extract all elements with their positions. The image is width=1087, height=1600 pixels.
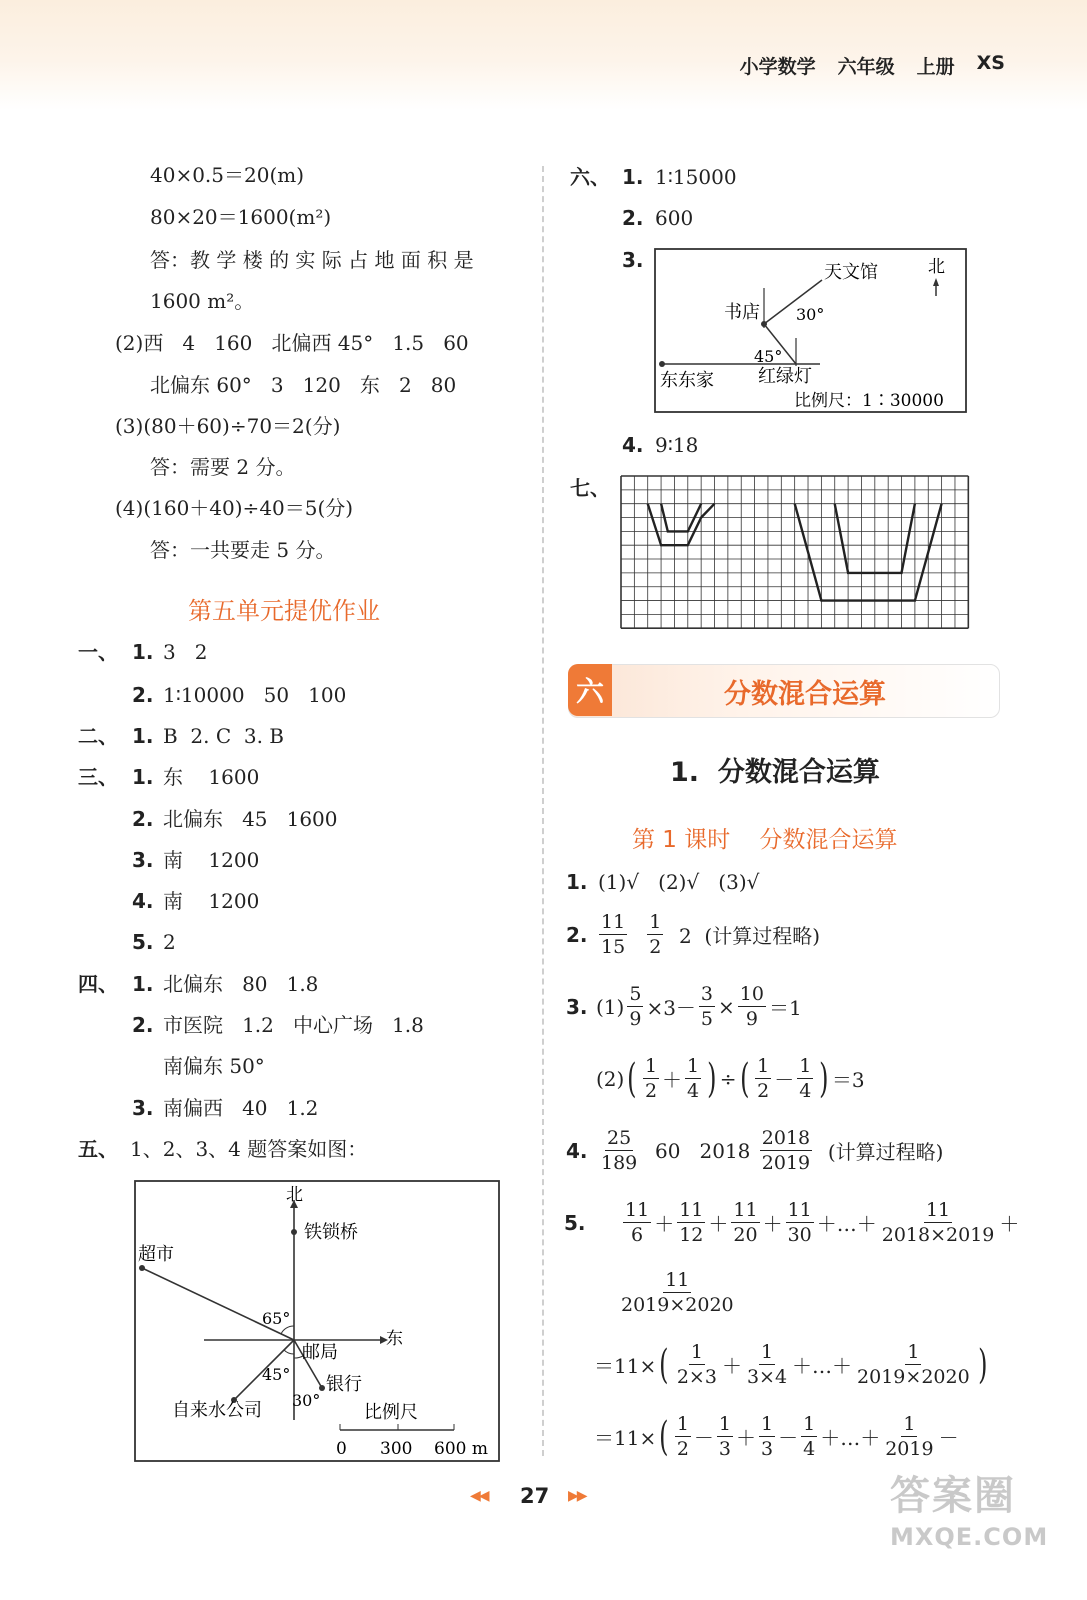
paren: ): [819, 1055, 829, 1102]
denominator: 2×3: [676, 1366, 717, 1388]
q5-row3: [594, 1340, 990, 1389]
answer-line: (2)西 4 160 北偏西 45° 1.5 60: [115, 331, 469, 355]
header-volume: 上册: [916, 56, 955, 78]
column-divider: [542, 166, 544, 1456]
paren: ): [707, 1055, 717, 1102]
q-num: 2.: [132, 1013, 154, 1037]
operator: ×3－: [646, 996, 696, 1020]
q-answer: (计算过程略): [815, 1140, 944, 1164]
fraction: [675, 1412, 691, 1461]
denominator: 12: [679, 1224, 704, 1246]
operator: ＋: [662, 1068, 683, 1092]
q-num: 1.: [132, 640, 154, 664]
denominator: 2019×2020: [621, 1294, 734, 1316]
denominator: 4: [799, 1080, 812, 1102]
bank-label: 银行: [326, 1374, 362, 1395]
north-label: 北: [928, 257, 945, 277]
denominator: 15: [601, 936, 626, 958]
fraction: [647, 910, 663, 959]
paren: (: [659, 1341, 669, 1388]
numerator: 1: [761, 1413, 774, 1435]
q-num: 3.: [132, 848, 154, 872]
fraction: [731, 1198, 759, 1247]
watermark: [890, 1470, 1080, 1590]
denominator: 189: [601, 1152, 638, 1174]
fraction: [717, 1412, 733, 1461]
q-num: 3.: [622, 248, 644, 272]
calc-line: 80×20＝1600(m²): [150, 205, 332, 229]
watermark-url: MXQE.COM: [890, 1523, 1049, 1551]
numerator: 25: [607, 1127, 632, 1149]
supermarket-label: 超市: [138, 1244, 174, 1265]
q-answer: 北偏东 45 1600: [163, 807, 338, 831]
header-subject: 小学数学: [739, 56, 816, 78]
section-label: 二、: [78, 724, 118, 748]
operator: －: [938, 1426, 959, 1450]
observatory-label: 天文馆: [824, 262, 878, 283]
angle-label: 45°: [262, 1365, 291, 1384]
denominator: 20: [733, 1224, 758, 1246]
denominator: 2: [649, 936, 662, 958]
denominator: 3: [718, 1438, 732, 1460]
fraction: [797, 1054, 813, 1103]
q-num: 1.: [132, 765, 154, 789]
fraction: [599, 1126, 639, 1175]
operator: ×: [718, 994, 735, 1019]
q-answer: 2: [163, 930, 176, 954]
lesson-title: 1. 分数混合运算: [670, 757, 880, 788]
numerator: 11: [925, 1199, 951, 1221]
denominator: 3×4: [746, 1366, 788, 1388]
section-label: 一、: [78, 640, 118, 664]
watermark-logo: 答案圈: [890, 1473, 1016, 1519]
q-num: 1.: [132, 972, 154, 996]
home-point: [659, 361, 665, 367]
numerator: 11: [601, 911, 626, 933]
denominator: 2019: [761, 1152, 811, 1174]
operator: ＋…＋: [816, 1212, 877, 1236]
q-num: 2.: [622, 206, 644, 230]
q-num: 3.: [566, 994, 588, 1019]
numerator: 1: [760, 1341, 774, 1363]
numerator: 1: [757, 1055, 770, 1077]
denominator: 2018×2019: [881, 1224, 995, 1246]
numerator: 3: [700, 983, 714, 1005]
light-label: 红绿灯: [758, 366, 812, 387]
fraction: [685, 1054, 701, 1103]
fraction: [745, 1340, 789, 1389]
sub-label: (2): [596, 1066, 625, 1091]
operator: ＋: [708, 1212, 729, 1236]
q3-row2: [596, 1054, 865, 1103]
q3-row: [566, 982, 802, 1031]
q-num: 1.: [622, 165, 644, 189]
denominator: 9: [629, 1008, 642, 1030]
denominator: 2019×2020: [857, 1366, 970, 1388]
operator: ＋: [762, 1212, 783, 1236]
q4-row: [566, 1126, 943, 1175]
fraction: [599, 910, 627, 959]
numerator: 1: [903, 1413, 916, 1435]
paren: (: [739, 1055, 750, 1102]
answer-line: 1600 m²。: [150, 289, 255, 313]
q5-row1: [564, 1198, 1019, 1247]
q5-row2: [616, 1268, 739, 1317]
q-answer: 60 2018: [642, 1138, 757, 1163]
calc-line: 40×0.5＝20(m): [150, 163, 305, 187]
numerator: 11: [787, 1199, 812, 1221]
operator: ÷: [719, 1066, 737, 1091]
operator: －: [693, 1426, 714, 1450]
large-shape: [795, 504, 942, 601]
q-answer: 2 (计算过程略): [666, 924, 821, 948]
paren: ): [977, 1341, 988, 1388]
fraction: [760, 1126, 812, 1175]
seven-label: 七、: [570, 476, 610, 500]
numerator: 1: [649, 911, 662, 933]
numerator: 5: [629, 983, 642, 1005]
fraction: [855, 1340, 972, 1389]
numerator: 1: [907, 1341, 920, 1363]
fraction: [623, 1198, 651, 1247]
denominator: 4: [687, 1080, 700, 1102]
q-answer: 1、2、3、4 题答案如图：: [130, 1137, 368, 1161]
fraction: [677, 1198, 705, 1247]
q-answer: 1∶10000 50 100: [163, 683, 347, 707]
supermarket-line: [142, 1268, 294, 1340]
bridge-label: 铁锁桥: [304, 1222, 358, 1243]
bookstore-label: 书店: [724, 302, 760, 323]
denominator: 5: [700, 1008, 714, 1030]
denominator: 6: [631, 1224, 644, 1246]
numerator: 1: [803, 1413, 816, 1435]
operator: ＋…＋: [820, 1426, 881, 1450]
north-arrow-icon: [933, 278, 939, 286]
numerator: 11: [679, 1199, 704, 1221]
numerator: 11: [625, 1199, 650, 1221]
direction-map: [134, 1180, 500, 1462]
header-edition: XS: [976, 52, 1005, 74]
operator: ＝3: [831, 1068, 865, 1092]
q5-row4: [594, 1412, 959, 1461]
denominator: 9: [745, 1008, 758, 1030]
q-answer: 市医院 1.2 中心广场 1.8: [163, 1013, 424, 1037]
fraction: [643, 1054, 659, 1103]
fraction: [738, 982, 766, 1031]
numerator: 11: [733, 1199, 758, 1221]
scale-tick-label: 600 m: [434, 1439, 488, 1459]
numerator: 10: [739, 983, 764, 1005]
fraction: [699, 982, 715, 1031]
q2-row: [566, 910, 820, 959]
scale-label: 比例尺：1∶30000: [794, 391, 944, 411]
q-answer: B 2. C 3. B: [163, 724, 285, 748]
angle-label: 65°: [262, 1309, 291, 1328]
answer-line: 答：需要 2 分。: [150, 455, 296, 479]
operator: －: [778, 1426, 799, 1450]
scale-label: 比例尺: [364, 1402, 418, 1423]
water-label: 自来水公司: [172, 1400, 262, 1421]
q-answer: 北偏东 80 1.8: [163, 972, 319, 996]
q-answer: 9∶18: [655, 433, 699, 457]
q-num: 1.: [566, 870, 588, 894]
paren: (: [659, 1413, 669, 1460]
answer-line: 北偏东 60° 3 120 东 2 80: [150, 373, 457, 397]
q-answer: 3 2: [163, 640, 208, 664]
bridge-point: [291, 1229, 297, 1235]
page-number: 27: [520, 1484, 550, 1508]
section-label: 三、: [78, 765, 118, 789]
numerator: 1: [718, 1413, 732, 1435]
supermarket-point: [139, 1265, 145, 1271]
numerator: 1: [644, 1055, 658, 1077]
fraction: [801, 1412, 817, 1461]
fraction: [786, 1198, 814, 1247]
q-answer: 南偏东 50°: [163, 1054, 265, 1078]
unit-title: 分数混合运算: [724, 679, 886, 710]
small-shape: [648, 504, 715, 546]
q-num: 4.: [566, 1138, 588, 1163]
scale-tick-label: 300: [380, 1439, 413, 1459]
q-answer: 南 1200: [163, 889, 260, 913]
prev-arrows-icon[interactable]: ◀◀: [470, 1488, 488, 1504]
operator: ＝11×: [594, 1354, 657, 1378]
scale-tick-label: 0: [336, 1439, 347, 1459]
numerator: 1: [799, 1055, 812, 1077]
bookstore-point: [761, 321, 767, 327]
numerator: 11: [665, 1269, 690, 1291]
page-header: [740, 52, 1005, 79]
q-num: 1.: [132, 724, 154, 748]
q-num: 2.: [132, 807, 154, 831]
drawing-grid: [620, 475, 970, 630]
q-num: 4.: [622, 433, 644, 457]
header-grade: 六年级: [837, 56, 895, 78]
denominator: 3: [761, 1438, 774, 1460]
operator: ＋…＋: [792, 1354, 853, 1378]
map-east-label: 东: [386, 1329, 403, 1349]
q-answer: (1)√ (2)√ (3)√: [598, 870, 760, 894]
fraction: [755, 1054, 771, 1103]
q-num: 5.: [132, 930, 154, 954]
angle-label: 45°: [754, 347, 783, 366]
angle-arc: [284, 1350, 294, 1354]
denominator: 4: [803, 1438, 816, 1460]
denominator: 2: [676, 1438, 689, 1460]
numerator: 1: [690, 1341, 703, 1363]
q-num: 5.: [564, 1210, 586, 1235]
paren: (: [627, 1055, 637, 1102]
six-label: 六、: [570, 165, 610, 189]
answer-line: 答：一共要走 5 分。: [150, 538, 336, 562]
q-answer: 1∶15000: [655, 165, 737, 189]
section-title: 第五单元提优作业: [188, 597, 380, 625]
q-answer: 600: [655, 206, 694, 230]
period-title: 第 1 课时 分数混合运算: [632, 827, 898, 853]
calc-line: (3)(80＋60)÷70＝2(分): [115, 414, 341, 438]
denominator: 30: [787, 1224, 812, 1246]
route-map: [654, 248, 968, 414]
numerator: 1: [676, 1413, 689, 1435]
calc-line: (4)(160＋40)÷40＝5(分): [115, 496, 354, 520]
q-answer: 南 1200: [163, 848, 260, 872]
fraction: [883, 1412, 935, 1461]
q-num: 4.: [132, 889, 154, 913]
next-arrows-icon[interactable]: ▶▶: [568, 1488, 586, 1504]
home-label: 东东家: [660, 370, 714, 391]
unit-number: 六: [568, 664, 612, 716]
denominator: 2: [644, 1080, 658, 1102]
operator: －: [774, 1068, 795, 1092]
section-label: 四、: [78, 972, 118, 996]
numerator: 2018: [761, 1127, 811, 1149]
q-num: 3.: [132, 1096, 154, 1120]
angle-label: 30°: [796, 305, 825, 324]
fraction: [619, 1268, 736, 1317]
operator: ＝11×: [594, 1426, 657, 1450]
denominator: 2019: [885, 1438, 934, 1460]
fraction: [627, 982, 643, 1031]
map-north-label: 北: [286, 1185, 303, 1205]
section-label: 五、: [78, 1137, 118, 1161]
denominator: 2: [757, 1080, 770, 1102]
numerator: 1: [687, 1055, 700, 1077]
angle-label: 30°: [292, 1391, 321, 1410]
q-num: 2.: [132, 683, 154, 707]
operator: ＝1: [768, 996, 802, 1020]
operator: ＋: [654, 1212, 675, 1236]
answer-line: 答：教 学 楼 的 实 际 占 地 面 积 是: [150, 248, 474, 272]
fraction: [759, 1412, 775, 1461]
operator: ＋: [999, 1212, 1020, 1236]
sub-label: (1): [596, 994, 625, 1019]
q-num: 2.: [566, 922, 588, 947]
post-label: 邮局: [302, 1342, 338, 1363]
q-answer: 南偏西 40 1.2: [163, 1096, 319, 1120]
operator: ＋: [721, 1354, 742, 1378]
fraction: [880, 1198, 997, 1247]
fraction: [675, 1340, 719, 1389]
q-answer: 东 1600: [163, 765, 260, 789]
operator: ＋: [736, 1426, 757, 1450]
